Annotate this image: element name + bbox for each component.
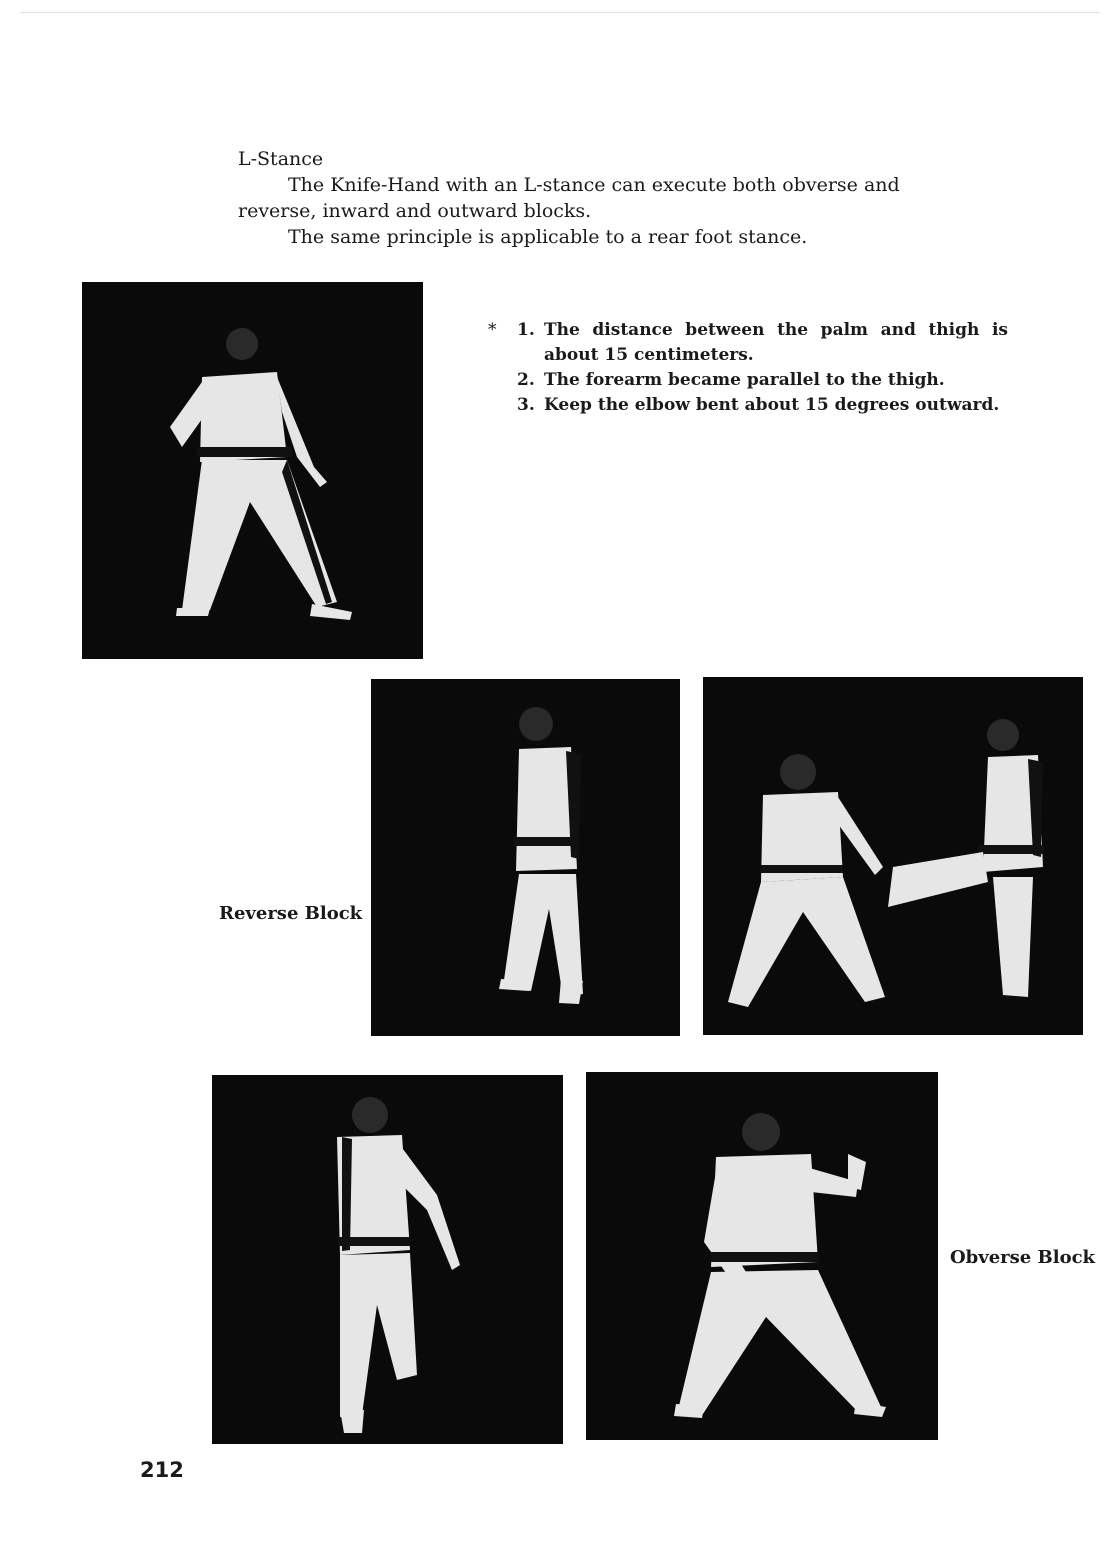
figure-illustration <box>586 1072 938 1440</box>
item-text: Keep the elbow bent about 15 degrees outward. <box>544 395 1000 415</box>
intro-paragraph-1: The Knife-Hand with an L-stance can execute both obverse and reverse, inward and outward blocks. <box>238 174 900 222</box>
reverse-block-caption: Reverse Block <box>219 903 363 924</box>
list-item <box>488 318 1008 368</box>
item-number: 1. <box>517 320 535 340</box>
obverse-block-caption: Obverse Block <box>950 1247 1096 1268</box>
item-number: 3. <box>517 395 535 415</box>
intro-paragraph-2: The same principle is applicable to a rear foot stance. <box>288 226 808 248</box>
photo-obverse-block-front-view <box>586 1072 938 1440</box>
note-marker: * <box>488 320 497 340</box>
photo-l-stance-back-view <box>82 282 423 659</box>
item-number: 2. <box>517 370 535 390</box>
technique-notes <box>488 318 1008 418</box>
list-item <box>488 393 1008 418</box>
scan-edge-line <box>20 12 1100 13</box>
section-heading: L-Stance <box>238 148 324 170</box>
item-text: The forearm became parallel to the thigh. <box>544 370 945 390</box>
item-text: The distance between the palm and thigh is about 15 centimeters. <box>544 320 1008 365</box>
photo-obverse-block-side-view <box>212 1075 563 1444</box>
notes-list <box>488 318 1008 418</box>
figure-illustration <box>82 282 423 659</box>
figure-illustration <box>371 679 680 1036</box>
list-item <box>488 368 1008 393</box>
intro-text-block <box>238 146 918 250</box>
figure-illustration <box>703 677 1083 1035</box>
photo-reverse-block-against-kick <box>703 677 1083 1035</box>
figure-illustration <box>212 1075 563 1444</box>
page-number: 212 <box>140 1458 184 1482</box>
photo-reverse-block-ready <box>371 679 680 1036</box>
